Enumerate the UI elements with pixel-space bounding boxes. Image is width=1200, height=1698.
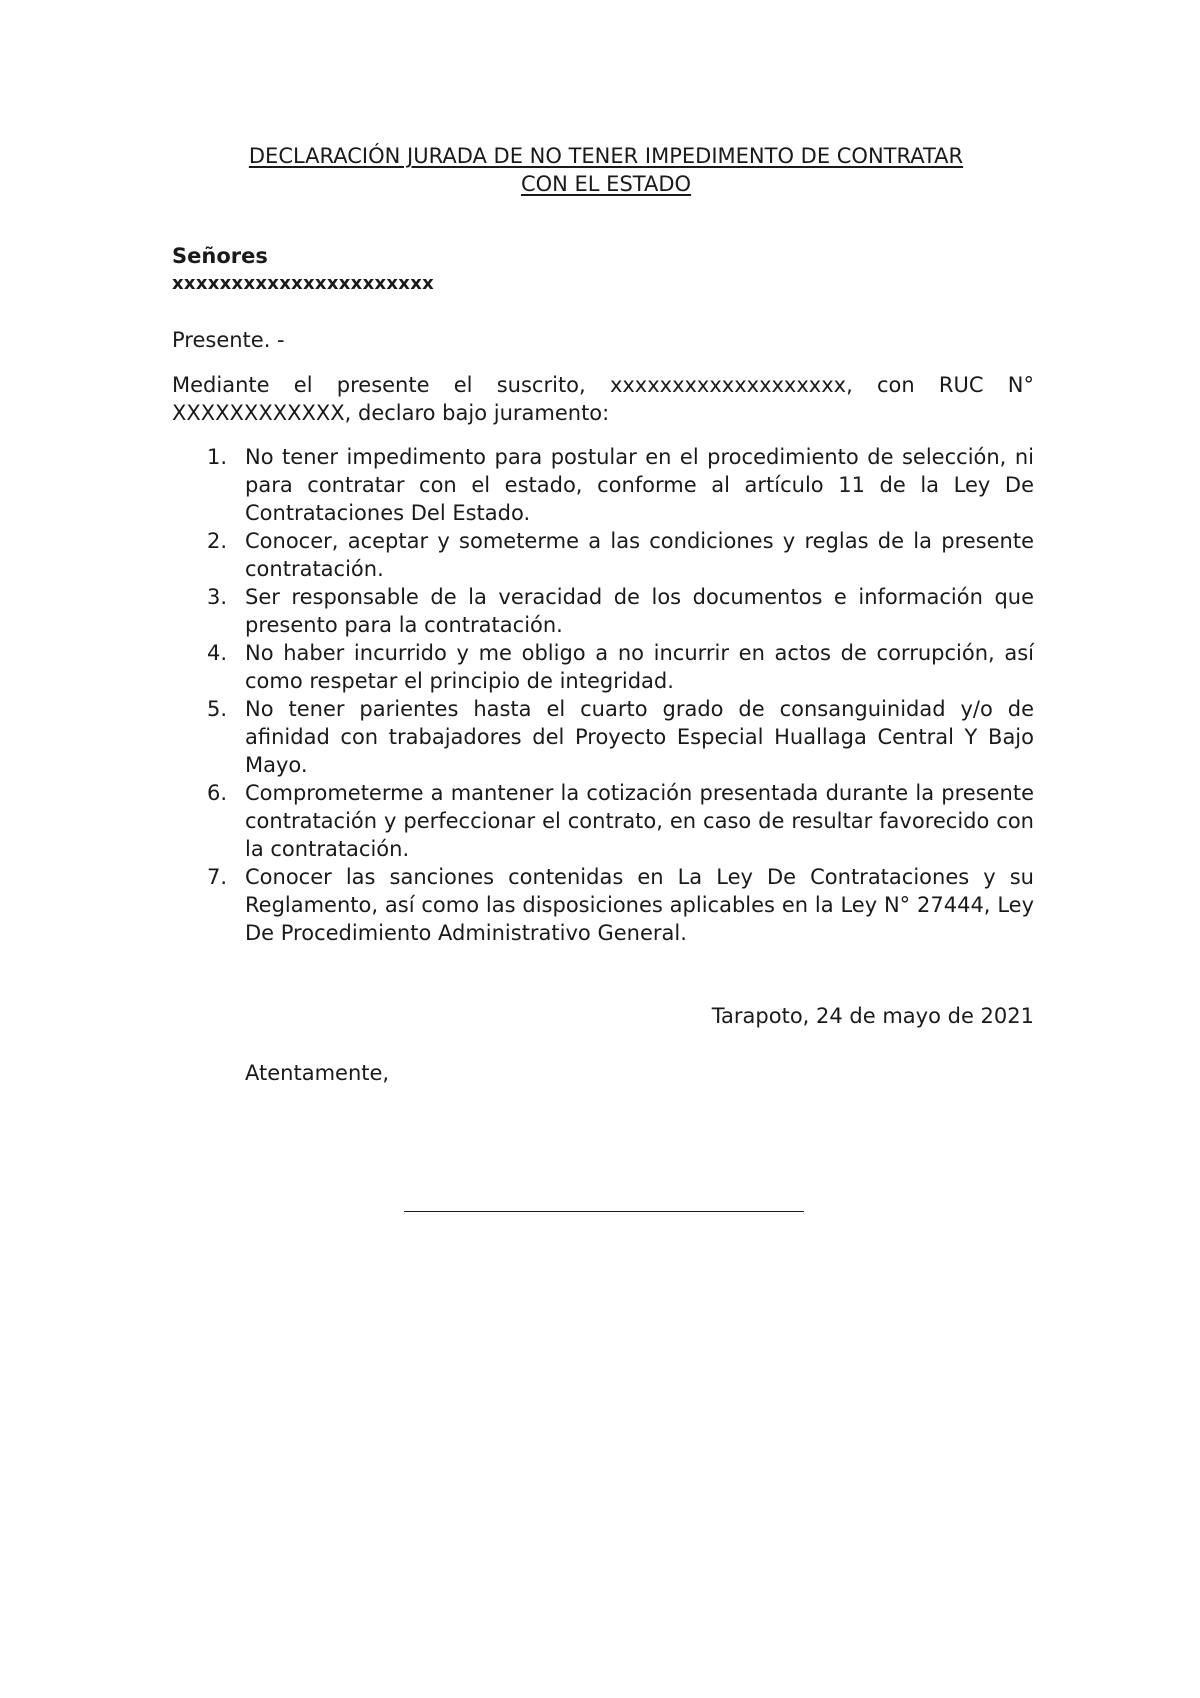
list-item-text: No tener impedimento para postular en el procedimiento de selección, ni para contratar con el estado, conforme al artículo 11 de la Ley De Contrataciones Del Estado.: [245, 445, 1034, 525]
list-item-number: 5.: [207, 697, 228, 721]
list-item: [172, 639, 1034, 695]
list-item-text: No tener parientes hasta el cuarto grado de consanguinidad y/o de afinidad con trabajadores del Proyecto Especial Huallaga Central Y Bajo Mayo.: [245, 697, 1034, 777]
salutation: Señores: [172, 244, 268, 268]
list-item-number: 6.: [207, 781, 228, 805]
list-item-number: 3.: [207, 585, 228, 609]
list-item-text: Comprometerme a mantener la cotización presentada durante la presente contratación y perfeccionar el contrato, en caso de resultar favorecido con la contratación.: [245, 781, 1034, 861]
title-line-2: CON EL ESTADO: [520, 172, 692, 196]
list-item-text: Conocer las sanciones contenidas en La Ley De Contrataciones y su Reglamento, así como las disposiciones aplicables en la Ley N° 27444, Ley De Procedimiento Administrativo General.: [245, 865, 1034, 945]
recipient-name: xxxxxxxxxxxxxxxxxxxxxx: [172, 273, 435, 294]
list-item: [172, 863, 1034, 947]
list-item: [172, 779, 1034, 863]
closing-text: Atentamente,: [245, 1061, 390, 1085]
presente-text: Presente. -: [172, 328, 285, 352]
signature-line: [404, 1211, 804, 1212]
list-item: [172, 583, 1034, 639]
declaration-list: [172, 443, 1034, 947]
list-item-text: Ser responsable de la veracidad de los documentos e información que presento para la contratación.: [245, 585, 1034, 637]
document-title: [172, 142, 1040, 198]
recipient-block: [172, 242, 434, 298]
title-line-1: DECLARACIÓN JURADA DE NO TENER IMPEDIMENTO DE CONTRATAR: [248, 144, 964, 168]
list-item-number: 7.: [207, 865, 228, 889]
list-item: [172, 443, 1034, 527]
list-item: [172, 527, 1034, 583]
list-item: [172, 695, 1034, 779]
list-item-number: 1.: [207, 445, 228, 469]
place-and-date: Tarapoto, 24 de mayo de 2021: [711, 1004, 1034, 1028]
list-item-number: 4.: [207, 641, 228, 665]
list-item-text: No haber incurrido y me obligo a no incurrir en actos de corrupción, así como respetar el principio de integridad.: [245, 641, 1034, 693]
intro-paragraph: Mediante el presente el suscrito, xxxxxxxxxxxxxxxxxxx, con RUC N° XXXXXXXXXXXX, declaro bajo juramento:: [172, 373, 1034, 425]
list-item-text: Conocer, aceptar y someterme a las condiciones y reglas de la presente contratación.: [245, 529, 1034, 581]
list-item-number: 2.: [207, 529, 228, 553]
